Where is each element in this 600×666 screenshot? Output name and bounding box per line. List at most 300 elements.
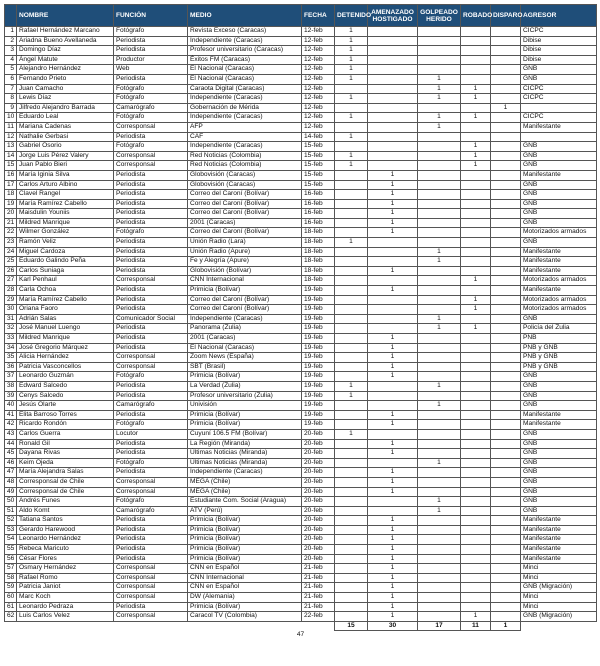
cell-medio: DW (Alemania) <box>188 593 302 603</box>
cell-golpeado <box>418 151 461 161</box>
cell-fecha: 22-feb <box>302 612 335 622</box>
cell-medio: Correo del Caroní (Bolívar) <box>188 199 302 209</box>
cell-funcion: Periodista <box>114 324 188 334</box>
table-row <box>5 209 597 219</box>
cell-disparo <box>491 161 521 171</box>
cell-golpeado <box>418 286 461 296</box>
cell-medio: Primicia (Bolívar) <box>188 535 302 545</box>
header-row <box>5 5 597 27</box>
cell-medio: Fe y Alegría (Apure) <box>188 257 302 267</box>
table-row <box>5 343 597 353</box>
cell-disparo <box>491 458 521 468</box>
cell-nombre: Mildred Manrique <box>17 334 114 344</box>
cell-robado <box>461 420 491 430</box>
cell-amenazado: 1 <box>368 410 418 420</box>
cell-golpeado <box>418 209 461 219</box>
cell-medio: La Región (Miranda) <box>188 439 302 449</box>
row-number: 4 <box>5 55 17 65</box>
cell-agresor: Manifestante <box>521 286 597 296</box>
cell-fecha: 18-feb <box>302 228 335 238</box>
cell-agresor: GNB <box>521 381 597 391</box>
cell-medio: Primicia (Bolívar) <box>188 602 302 612</box>
cell-fecha: 21-feb <box>302 593 335 603</box>
cell-disparo <box>491 573 521 583</box>
cell-agresor: GNB <box>521 429 597 439</box>
cell-agresor: GNB <box>521 487 597 497</box>
cell-funcion: Periodista <box>114 295 188 305</box>
cell-robado: 1 <box>461 324 491 334</box>
cell-nombre: Cenys Salcedo <box>17 391 114 401</box>
cell-golpeado <box>418 142 461 152</box>
cell-robado: 1 <box>461 612 491 622</box>
cell-fecha: 20-feb <box>302 506 335 516</box>
cell-funcion: Periodista <box>114 190 188 200</box>
cell-medio: Primicia (Bolívar) <box>188 286 302 296</box>
cell-medio: ATV (Perú) <box>188 506 302 516</box>
table-row <box>5 353 597 363</box>
cell-nombre: Elita Barroso Torres <box>17 410 114 420</box>
cell-disparo <box>491 238 521 248</box>
header-nombre: NOMBRE <box>17 5 114 27</box>
cell-funcion: Fotógrafo <box>114 113 188 123</box>
cell-detenido <box>335 583 368 593</box>
row-number: 26 <box>5 266 17 276</box>
row-number: 6 <box>5 74 17 84</box>
cell-funcion: Fotógrafo <box>114 84 188 94</box>
cell-fecha: 12-feb <box>302 36 335 46</box>
cell-fecha: 12-feb <box>302 27 335 37</box>
cell-detenido: 1 <box>335 391 368 401</box>
cell-amenazado <box>368 238 418 248</box>
cell-funcion: Corresponsal <box>114 612 188 622</box>
table-row <box>5 429 597 439</box>
cell-nombre: Tatiana Santos <box>17 516 114 526</box>
cell-golpeado <box>418 46 461 56</box>
row-number: 5 <box>5 65 17 75</box>
table-row <box>5 564 597 574</box>
table-row <box>5 228 597 238</box>
cell-golpeado <box>418 525 461 535</box>
cell-detenido <box>335 535 368 545</box>
cell-detenido <box>335 516 368 526</box>
cell-robado <box>461 65 491 75</box>
cell-robado <box>461 55 491 65</box>
cell-golpeado <box>418 429 461 439</box>
cell-nombre: José Gregorio Márquez <box>17 343 114 353</box>
cell-funcion: Periodista <box>114 209 188 219</box>
cell-amenazado <box>368 276 418 286</box>
row-number: 45 <box>5 449 17 459</box>
cell-fecha: 18-feb <box>302 247 335 257</box>
cell-agresor: Minci <box>521 564 597 574</box>
row-number: 62 <box>5 612 17 622</box>
cell-fecha: 15-feb <box>302 142 335 152</box>
cell-fecha: 19-feb <box>302 420 335 430</box>
cell-disparo <box>491 506 521 516</box>
cell-golpeado <box>418 487 461 497</box>
cell-amenazado: 1 <box>368 180 418 190</box>
cell-nombre: César Flores <box>17 554 114 564</box>
table-row <box>5 612 597 622</box>
cell-amenazado <box>368 65 418 75</box>
cell-detenido <box>335 305 368 315</box>
table-row <box>5 103 597 113</box>
table-row <box>5 477 597 487</box>
cell-medio: Cuyuní 106.5 FM (Bolívar) <box>188 429 302 439</box>
cell-nombre: Karl Penhaul <box>17 276 114 286</box>
table-row <box>5 334 597 344</box>
cell-fecha: 20-feb <box>302 525 335 535</box>
row-number: 44 <box>5 439 17 449</box>
row-number: 11 <box>5 122 17 132</box>
header-funcion: FUNCIÓN <box>114 5 188 27</box>
cell-disparo <box>491 487 521 497</box>
cell-medio: Revista Exceso (Caracas) <box>188 27 302 37</box>
cell-agresor: GNB <box>521 142 597 152</box>
cell-robado: 1 <box>461 295 491 305</box>
cell-funcion: Corresponsal <box>114 161 188 171</box>
cell-detenido <box>335 103 368 113</box>
cell-detenido <box>335 276 368 286</box>
cell-medio: Red Noticias (Colombia) <box>188 151 302 161</box>
cell-fecha: 21-feb <box>302 583 335 593</box>
cell-amenazado: 1 <box>368 353 418 363</box>
grand-total: 47 <box>296 631 305 639</box>
cell-golpeado <box>418 420 461 430</box>
cell-fecha: 14-feb <box>302 132 335 142</box>
cell-golpeado <box>418 305 461 315</box>
cell-amenazado: 1 <box>368 266 418 276</box>
cell-nombre: Alicia Hernández <box>17 353 114 363</box>
cell-amenazado: 1 <box>368 228 418 238</box>
cell-agresor: Manifestante <box>521 410 597 420</box>
cell-golpeado: 1 <box>418 381 461 391</box>
cell-medio: La Verdad (Zulia) <box>188 381 302 391</box>
table-row <box>5 65 597 75</box>
cell-disparo <box>491 228 521 238</box>
cell-detenido <box>335 477 368 487</box>
cell-funcion: Corresponsal <box>114 573 188 583</box>
cell-amenazado <box>368 458 418 468</box>
cell-disparo <box>491 74 521 84</box>
cell-medio: Caracol TV (Colombia) <box>188 612 302 622</box>
cell-funcion: Corresponsal <box>114 583 188 593</box>
cell-detenido: 1 <box>335 46 368 56</box>
cell-nombre: Eduardo Galindo Peña <box>17 257 114 267</box>
cell-funcion: Fotógrafo <box>114 497 188 507</box>
cell-agresor: CICPC <box>521 84 597 94</box>
cell-amenazado <box>368 46 418 56</box>
cell-funcion: Corresponsal <box>114 353 188 363</box>
cell-robado <box>461 381 491 391</box>
grand-total-row <box>5 631 597 640</box>
table-row <box>5 238 597 248</box>
cell-amenazado: 1 <box>368 516 418 526</box>
cell-agresor: Policía del Zulia <box>521 324 597 334</box>
row-number: 2 <box>5 36 17 46</box>
cell-robado <box>461 36 491 46</box>
cell-detenido <box>335 487 368 497</box>
cell-disparo <box>491 564 521 574</box>
cell-fecha: 19-feb <box>302 353 335 363</box>
cell-amenazado: 1 <box>368 564 418 574</box>
table-row <box>5 218 597 228</box>
cell-funcion: Locutor <box>114 429 188 439</box>
cell-medio: Gobernación de Mérida <box>188 103 302 113</box>
cell-robado <box>461 218 491 228</box>
cell-disparo <box>491 113 521 123</box>
cell-robado: 1 <box>461 305 491 315</box>
cell-robado <box>461 353 491 363</box>
cell-detenido: 1 <box>335 151 368 161</box>
cell-disparo <box>491 545 521 555</box>
table-row <box>5 545 597 555</box>
cell-agresor: GNB <box>521 314 597 324</box>
cell-robado <box>461 199 491 209</box>
cell-funcion: Corresponsal <box>114 276 188 286</box>
cell-funcion: Periodista <box>114 545 188 555</box>
row-number: 3 <box>5 46 17 56</box>
cell-amenazado: 1 <box>368 334 418 344</box>
table-row <box>5 84 597 94</box>
cell-agresor: GNB <box>521 468 597 478</box>
cell-detenido <box>335 362 368 372</box>
cell-nombre: María Ramírez Cabello <box>17 199 114 209</box>
cell-golpeado <box>418 554 461 564</box>
cell-funcion: Fotógrafo <box>114 142 188 152</box>
cell-disparo <box>491 468 521 478</box>
cell-golpeado <box>418 439 461 449</box>
cell-detenido <box>335 257 368 267</box>
cell-disparo <box>491 65 521 75</box>
cell-agresor: Dibise <box>521 55 597 65</box>
cell-funcion: Periodista <box>114 266 188 276</box>
cell-agresor: CICPC <box>521 27 597 37</box>
cell-golpeado <box>418 564 461 574</box>
cell-golpeado <box>418 468 461 478</box>
table-row <box>5 525 597 535</box>
row-number: 1 <box>5 27 17 37</box>
cell-nombre: Leonardo Pedraza <box>17 602 114 612</box>
cell-fecha: 12-feb <box>302 113 335 123</box>
cell-detenido <box>335 170 368 180</box>
cell-amenazado: 1 <box>368 439 418 449</box>
cell-medio: Independiente (Caracas) <box>188 314 302 324</box>
cell-medio: Correo del Caroní (Bolívar) <box>188 305 302 315</box>
cell-fecha: 15-feb <box>302 180 335 190</box>
row-number: 29 <box>5 295 17 305</box>
table-row <box>5 439 597 449</box>
cell-agresor: Manifestante <box>521 247 597 257</box>
cell-detenido <box>335 218 368 228</box>
cell-disparo <box>491 276 521 286</box>
cell-nombre: Andrés Funes <box>17 497 114 507</box>
cell-disparo <box>491 305 521 315</box>
cell-nombre: Gabriel Osorio <box>17 142 114 152</box>
cell-nombre: Corresponsal de Chile <box>17 487 114 497</box>
cell-nombre: Oriana Faoro <box>17 305 114 315</box>
cell-agresor: PNB y GNB <box>521 362 597 372</box>
cell-funcion: Periodista <box>114 218 188 228</box>
cell-medio: Caraota Digital (Caracas) <box>188 84 302 94</box>
cell-detenido: 1 <box>335 161 368 171</box>
cell-robado <box>461 497 491 507</box>
cell-agresor: Motorizados armados <box>521 228 597 238</box>
cell-nombre: Luis Carlos Velez <box>17 612 114 622</box>
header-medio: MEDIO <box>188 5 302 27</box>
cell-fecha: 15-feb <box>302 161 335 171</box>
cell-golpeado <box>418 573 461 583</box>
row-number: 7 <box>5 84 17 94</box>
table-row <box>5 420 597 430</box>
cell-amenazado: 1 <box>368 199 418 209</box>
cell-nombre: Gerardo Harewood <box>17 525 114 535</box>
row-number: 31 <box>5 314 17 324</box>
cell-agresor: CICPC <box>521 113 597 123</box>
cell-disparo <box>491 343 521 353</box>
cell-robado <box>461 477 491 487</box>
cell-medio: El Nacional (Caracas) <box>188 343 302 353</box>
cell-amenazado <box>368 55 418 65</box>
cell-fecha: 20-feb <box>302 545 335 555</box>
table-row <box>5 391 597 401</box>
row-number: 8 <box>5 94 17 104</box>
cell-disparo <box>491 497 521 507</box>
cell-fecha: 12-feb <box>302 46 335 56</box>
cell-medio: Globovisión (Bolívar) <box>188 266 302 276</box>
cell-nombre: Maisdulin Youniis <box>17 209 114 219</box>
header-agresor: AGRESOR <box>521 5 597 27</box>
cell-disparo <box>491 55 521 65</box>
table-row <box>5 458 597 468</box>
cell-disparo <box>491 266 521 276</box>
cell-funcion: Periodista <box>114 439 188 449</box>
cell-detenido <box>335 247 368 257</box>
cell-medio: CAF <box>188 132 302 142</box>
row-number: 60 <box>5 593 17 603</box>
cell-golpeado <box>418 161 461 171</box>
cell-robado <box>461 27 491 37</box>
cell-amenazado <box>368 103 418 113</box>
cell-agresor: Minci <box>521 602 597 612</box>
cell-agresor: Manifestante <box>521 420 597 430</box>
cell-amenazado <box>368 305 418 315</box>
cell-agresor: PNB y GNB <box>521 343 597 353</box>
cell-medio: CNN Internacional <box>188 573 302 583</box>
cell-fecha: 19-feb <box>302 372 335 382</box>
row-number: 10 <box>5 113 17 123</box>
cell-medio: SBT (Brasil) <box>188 362 302 372</box>
cell-golpeado <box>418 353 461 363</box>
table-row <box>5 46 597 56</box>
cell-nombre: Nathalie Gerbasi <box>17 132 114 142</box>
cell-funcion: Periodista <box>114 516 188 526</box>
cell-detenido <box>335 573 368 583</box>
cell-golpeado <box>418 391 461 401</box>
cell-golpeado: 1 <box>418 506 461 516</box>
cell-disparo <box>491 391 521 401</box>
cell-medio: Unión Radio (Lara) <box>188 238 302 248</box>
cell-detenido <box>335 122 368 132</box>
cell-agresor <box>521 103 597 113</box>
cell-golpeado: 1 <box>418 497 461 507</box>
cell-agresor: GNB <box>521 506 597 516</box>
cell-nombre: Leonardo Hernández <box>17 535 114 545</box>
cell-funcion: Corresponsal <box>114 487 188 497</box>
row-number: 9 <box>5 103 17 113</box>
table-row <box>5 142 597 152</box>
table-body <box>5 27 597 622</box>
cell-fecha: 19-feb <box>302 314 335 324</box>
cell-robado <box>461 458 491 468</box>
cell-agresor: Manifestante <box>521 257 597 267</box>
cell-nombre: Keim Ojeda <box>17 458 114 468</box>
cell-detenido: 1 <box>335 132 368 142</box>
cell-nombre: Domingo Díaz <box>17 46 114 56</box>
table-row <box>5 257 597 267</box>
cell-agresor: Manifestante <box>521 516 597 526</box>
cell-amenazado: 1 <box>368 525 418 535</box>
cell-agresor: Minci <box>521 573 597 583</box>
cell-nombre: Carlos Arturo Albino <box>17 180 114 190</box>
cell-disparo <box>491 314 521 324</box>
cell-amenazado <box>368 27 418 37</box>
row-number: 52 <box>5 516 17 526</box>
table-row <box>5 180 597 190</box>
cell-amenazado <box>368 142 418 152</box>
row-number: 41 <box>5 410 17 420</box>
cell-disparo <box>491 420 521 430</box>
cell-golpeado <box>418 238 461 248</box>
cell-detenido <box>335 314 368 324</box>
cell-medio: MEGA (Chile) <box>188 477 302 487</box>
cell-fecha: 20-feb <box>302 468 335 478</box>
cell-nombre: Carlos Suniaga <box>17 266 114 276</box>
cell-disparo <box>491 209 521 219</box>
cell-funcion: Comunicador Social <box>114 314 188 324</box>
cell-disparo <box>491 257 521 267</box>
cell-funcion: Corresponsal <box>114 593 188 603</box>
cell-funcion: Periodista <box>114 305 188 315</box>
row-number: 12 <box>5 132 17 142</box>
table-row <box>5 381 597 391</box>
cell-fecha: 20-feb <box>302 554 335 564</box>
cell-golpeado <box>418 362 461 372</box>
cell-fecha: 16-feb <box>302 218 335 228</box>
cell-medio: MEGA (Chile) <box>188 487 302 497</box>
cell-amenazado <box>368 247 418 257</box>
cell-medio: CNN Internacional <box>188 276 302 286</box>
cell-amenazado <box>368 122 418 132</box>
cell-fecha: 12-feb <box>302 94 335 104</box>
cell-amenazado: 1 <box>368 545 418 555</box>
cell-amenazado <box>368 113 418 123</box>
cell-amenazado <box>368 497 418 507</box>
row-number: 50 <box>5 497 17 507</box>
cell-detenido <box>335 228 368 238</box>
cell-agresor: GNB (Migración) <box>521 583 597 593</box>
cell-fecha: 19-feb <box>302 381 335 391</box>
cell-disparo <box>491 180 521 190</box>
cell-funcion: Camarógrafo <box>114 506 188 516</box>
cell-medio: Primicia (Bolívar) <box>188 372 302 382</box>
cell-agresor: Manifestante <box>521 545 597 555</box>
cell-golpeado <box>418 199 461 209</box>
cell-disparo <box>491 372 521 382</box>
cell-disparo <box>491 612 521 622</box>
cell-robado <box>461 564 491 574</box>
cell-funcion: Periodista <box>114 334 188 344</box>
